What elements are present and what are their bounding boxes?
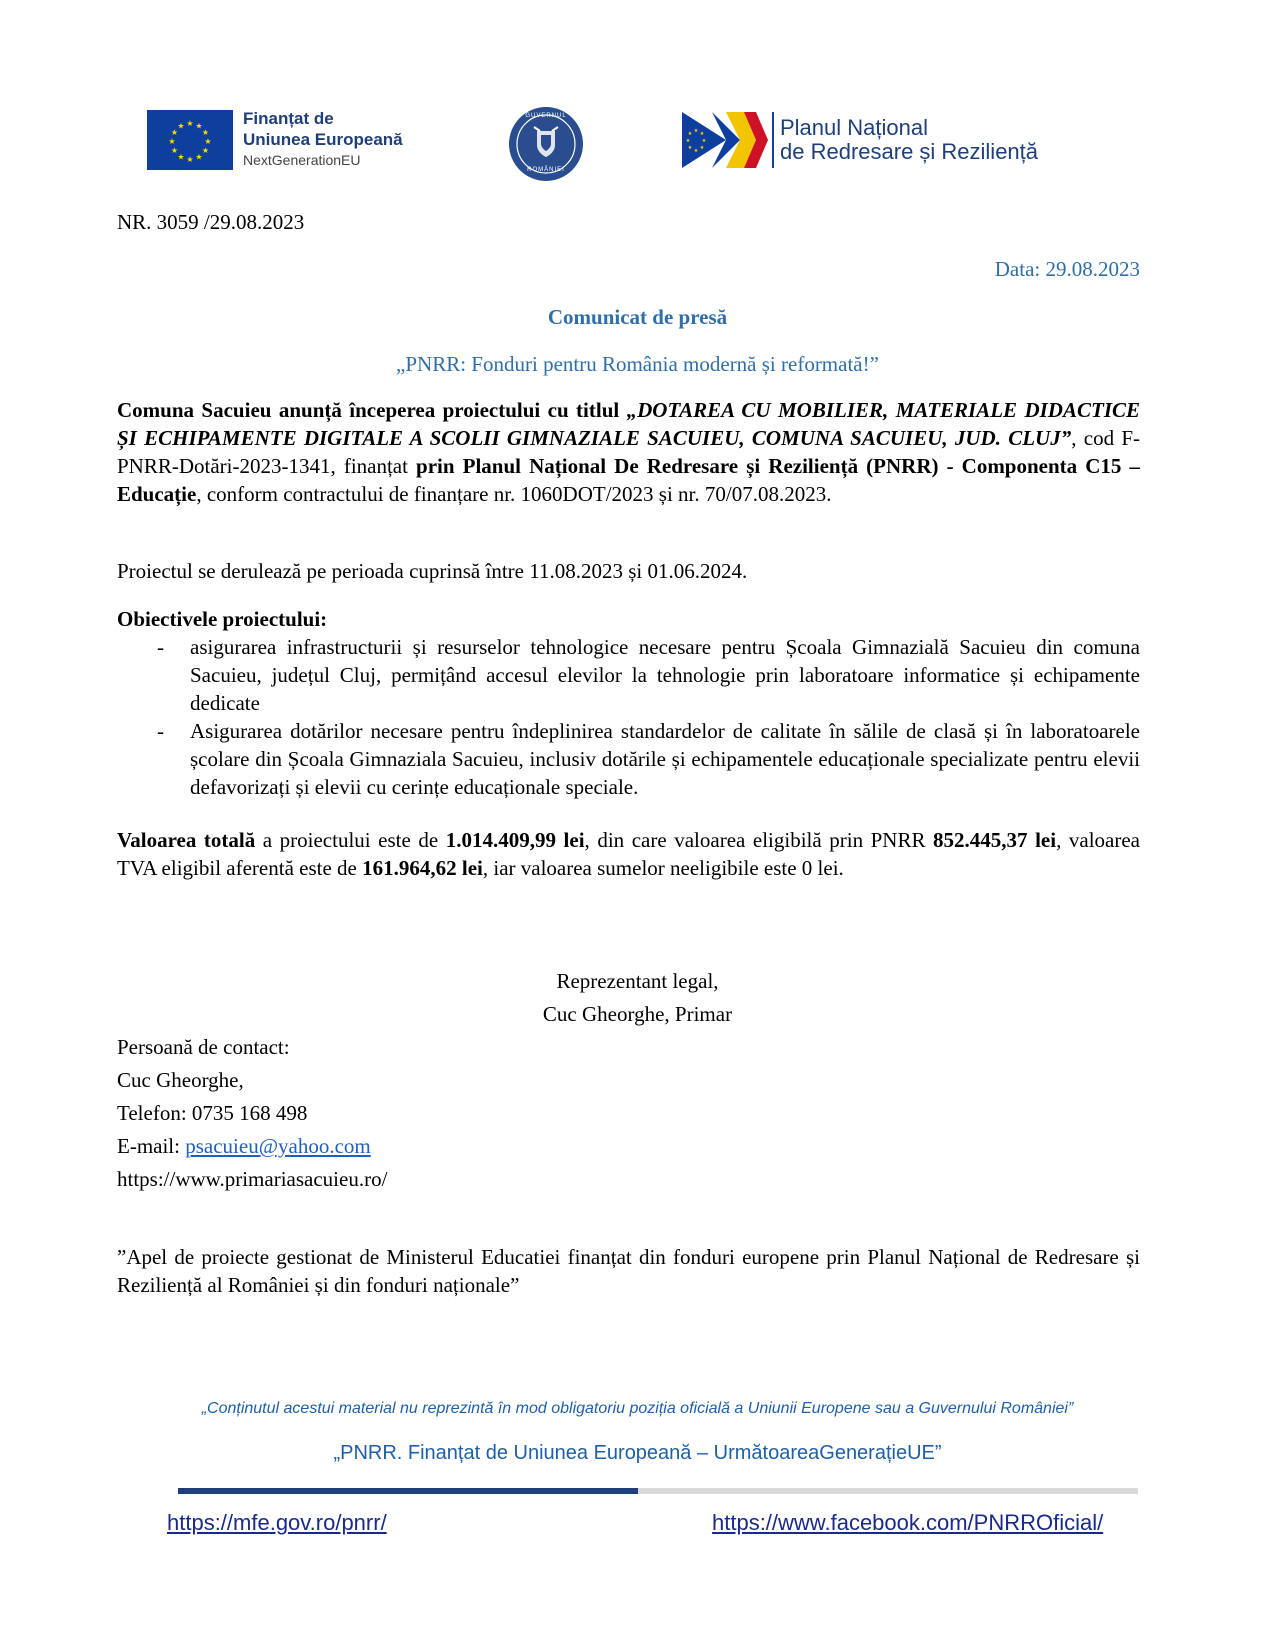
footer-slogan: „PNRR. Finanțat de Uniunea Europeană – UrmătoareaGenerațieUE”: [333, 1442, 942, 1464]
contact-block: [117, 1031, 387, 1196]
value-text: , valoarea TVA eligibil aferentă este de: [117, 828, 1140, 880]
objectives-list: [117, 633, 1140, 801]
footer-link-mfe[interactable]: https://mfe.gov.ro/pnrr/: [167, 1510, 387, 1535]
signature-name: Cuc Gheorghe, Primar: [542, 1002, 733, 1026]
value-total: 1.014.409,99 lei: [445, 828, 585, 852]
intro-code: , cod F-PNRR-Dotări-2023-1341, finanțat: [117, 426, 1140, 478]
eu-logo-line3: NextGenerationEU: [243, 152, 361, 168]
svg-text:★: ★: [699, 131, 705, 137]
intro-lead: Comuna Sacuieu anunță începerea proiectului cu titlul: [117, 398, 627, 422]
svg-text:★: ★: [186, 155, 194, 164]
page-subtitle: „PNRR: Fonduri pentru România modernă și reformată!”: [396, 352, 879, 376]
guvern-bottom-text: ROMÂNIEI: [527, 167, 565, 173]
eu-logo: [147, 108, 417, 172]
contact-email-row: [117, 1130, 387, 1163]
contact-website: https://www.primariasacuieu.ro/: [117, 1167, 388, 1191]
value-text: a proiectului este de: [255, 828, 446, 852]
svg-text:★: ★: [687, 145, 693, 151]
objectives-heading: Obiectivele proiectului:: [117, 607, 328, 631]
svg-text:★: ★: [195, 152, 203, 162]
svg-text:★: ★: [701, 138, 707, 144]
value-text: , din care valoarea eligibilă prin PNRR: [584, 828, 934, 852]
contact-phone: Telefon: 0735 168 498: [117, 1101, 308, 1125]
objective-text: asigurarea infrastructurii și resurselor tehnologice necesare pentru Școala Gimnazială Sacuieu din comuna Sacuieu, județul Cluj, permițând accesul elevilor la tehnologie prin laboratoare informatice și echipamente dedicate: [190, 635, 1140, 715]
signature-role: Reprezentant legal,: [556, 969, 719, 993]
guvern-logo: [507, 105, 585, 183]
pnrr-flag-icon: [682, 112, 768, 168]
call-paragraph: ”Apel de proiecte gestionat de Ministerul Educatiei finanțat din fonduri europene prin Planul Național de Redresare și Reziliență al României și din fonduri naționale”: [117, 1245, 1140, 1297]
eu-logo-line1: Finanțat de: [243, 109, 334, 128]
svg-text:★: ★: [168, 137, 176, 146]
intro-paragraph: [117, 396, 1140, 508]
svg-text:★: ★: [685, 138, 691, 144]
contact-name: Cuc Gheorghe,: [117, 1068, 244, 1092]
value-eligible: 852.445,37 lei: [933, 828, 1057, 852]
svg-text:★: ★: [195, 121, 203, 131]
svg-text:★: ★: [170, 128, 179, 137]
page-title: Comunicat de presă: [547, 305, 728, 329]
svg-text:★: ★: [693, 148, 699, 154]
value-vat: 161.964,62 lei: [362, 856, 483, 880]
period-paragraph: Proiectul se derulează pe perioada cuprinsă între 11.08.2023 și 01.06.2024.: [117, 559, 748, 583]
objective-text: Asigurarea dotărilor necesare pentru îndeplinirea standardelor de calitate în sălile de clasă și în laboratoarele școlare din Școala Gimnaziala Sacuieu, inclusiv dotările și echipamentele educaționale specializate pentru elevii defavorizați și elevii cu cerințe educaționale speciale.: [190, 719, 1140, 799]
pnrr-logo-line2: de Redresare și Reziliență: [780, 139, 1039, 164]
email-label: E-mail:: [117, 1134, 186, 1158]
list-item: [117, 633, 1140, 717]
svg-text:★: ★: [687, 131, 693, 137]
eu-flag-icon: [147, 110, 233, 170]
pnrr-logo-line1: Planul Național: [780, 115, 928, 140]
footer-disclaimer: „Conținutul acestui material nu reprezintă în mod obligatoriu poziția oficială a Uniunii Europene sau a Guvernului României”: [201, 1400, 1074, 1417]
document-number: NR. 3059 /29.08.2023: [117, 210, 305, 234]
intro-contract: , conform contractului de finanțare nr. 1060DOT/2023 și nr. 70/07.08.2023.: [196, 482, 832, 506]
value-paragraph: [117, 826, 1140, 882]
footer-link-facebook[interactable]: https://www.facebook.com/PNRROficial/: [712, 1510, 1104, 1535]
guvern-top-text: GUVERNUL: [525, 113, 567, 119]
project-title: „DOTAREA CU MOBILIER, MATERIALE DIDACTICE ȘI ECHIPAMENTE DIGITALE A SCOLII GIMNAZIALE SACUIEU, COMUNA SACUIEU, JUD. CLUJ”: [117, 398, 1141, 450]
svg-text:★: ★: [201, 146, 210, 155]
value-text: , iar valoarea sumelor neeligibile este 0 lei.: [482, 856, 844, 880]
svg-text:★: ★: [693, 128, 699, 134]
signature-block: [0, 965, 1275, 1031]
svg-text:★: ★: [170, 146, 179, 155]
footer-divider: [178, 1488, 1138, 1494]
svg-text:★: ★: [177, 121, 185, 131]
svg-text:★: ★: [699, 145, 705, 151]
svg-text:★: ★: [186, 119, 194, 128]
pnrr-logo: [682, 112, 1062, 172]
svg-text:★: ★: [177, 152, 185, 162]
svg-text:★: ★: [201, 128, 210, 137]
eu-logo-line2: Uniunea Europeană: [243, 130, 403, 149]
objectives-section: [117, 605, 1140, 801]
email-link[interactable]: psacuieu@yahoo.com: [185, 1134, 371, 1158]
intro-program: prin Planul Național De Redresare și Reziliență (PNRR) - Componenta C15 – Educație: [117, 454, 1140, 506]
dash-bullet: -: [157, 635, 164, 659]
contact-label: Persoană de contact:: [117, 1035, 290, 1059]
value-label: Valoarea totală: [117, 828, 256, 852]
svg-text:★: ★: [204, 137, 212, 146]
footer-divider-accent: [178, 1488, 638, 1494]
document-date: Data: 29.08.2023: [994, 257, 1140, 281]
dash-bullet: -: [157, 719, 164, 743]
list-item: [117, 717, 1140, 801]
